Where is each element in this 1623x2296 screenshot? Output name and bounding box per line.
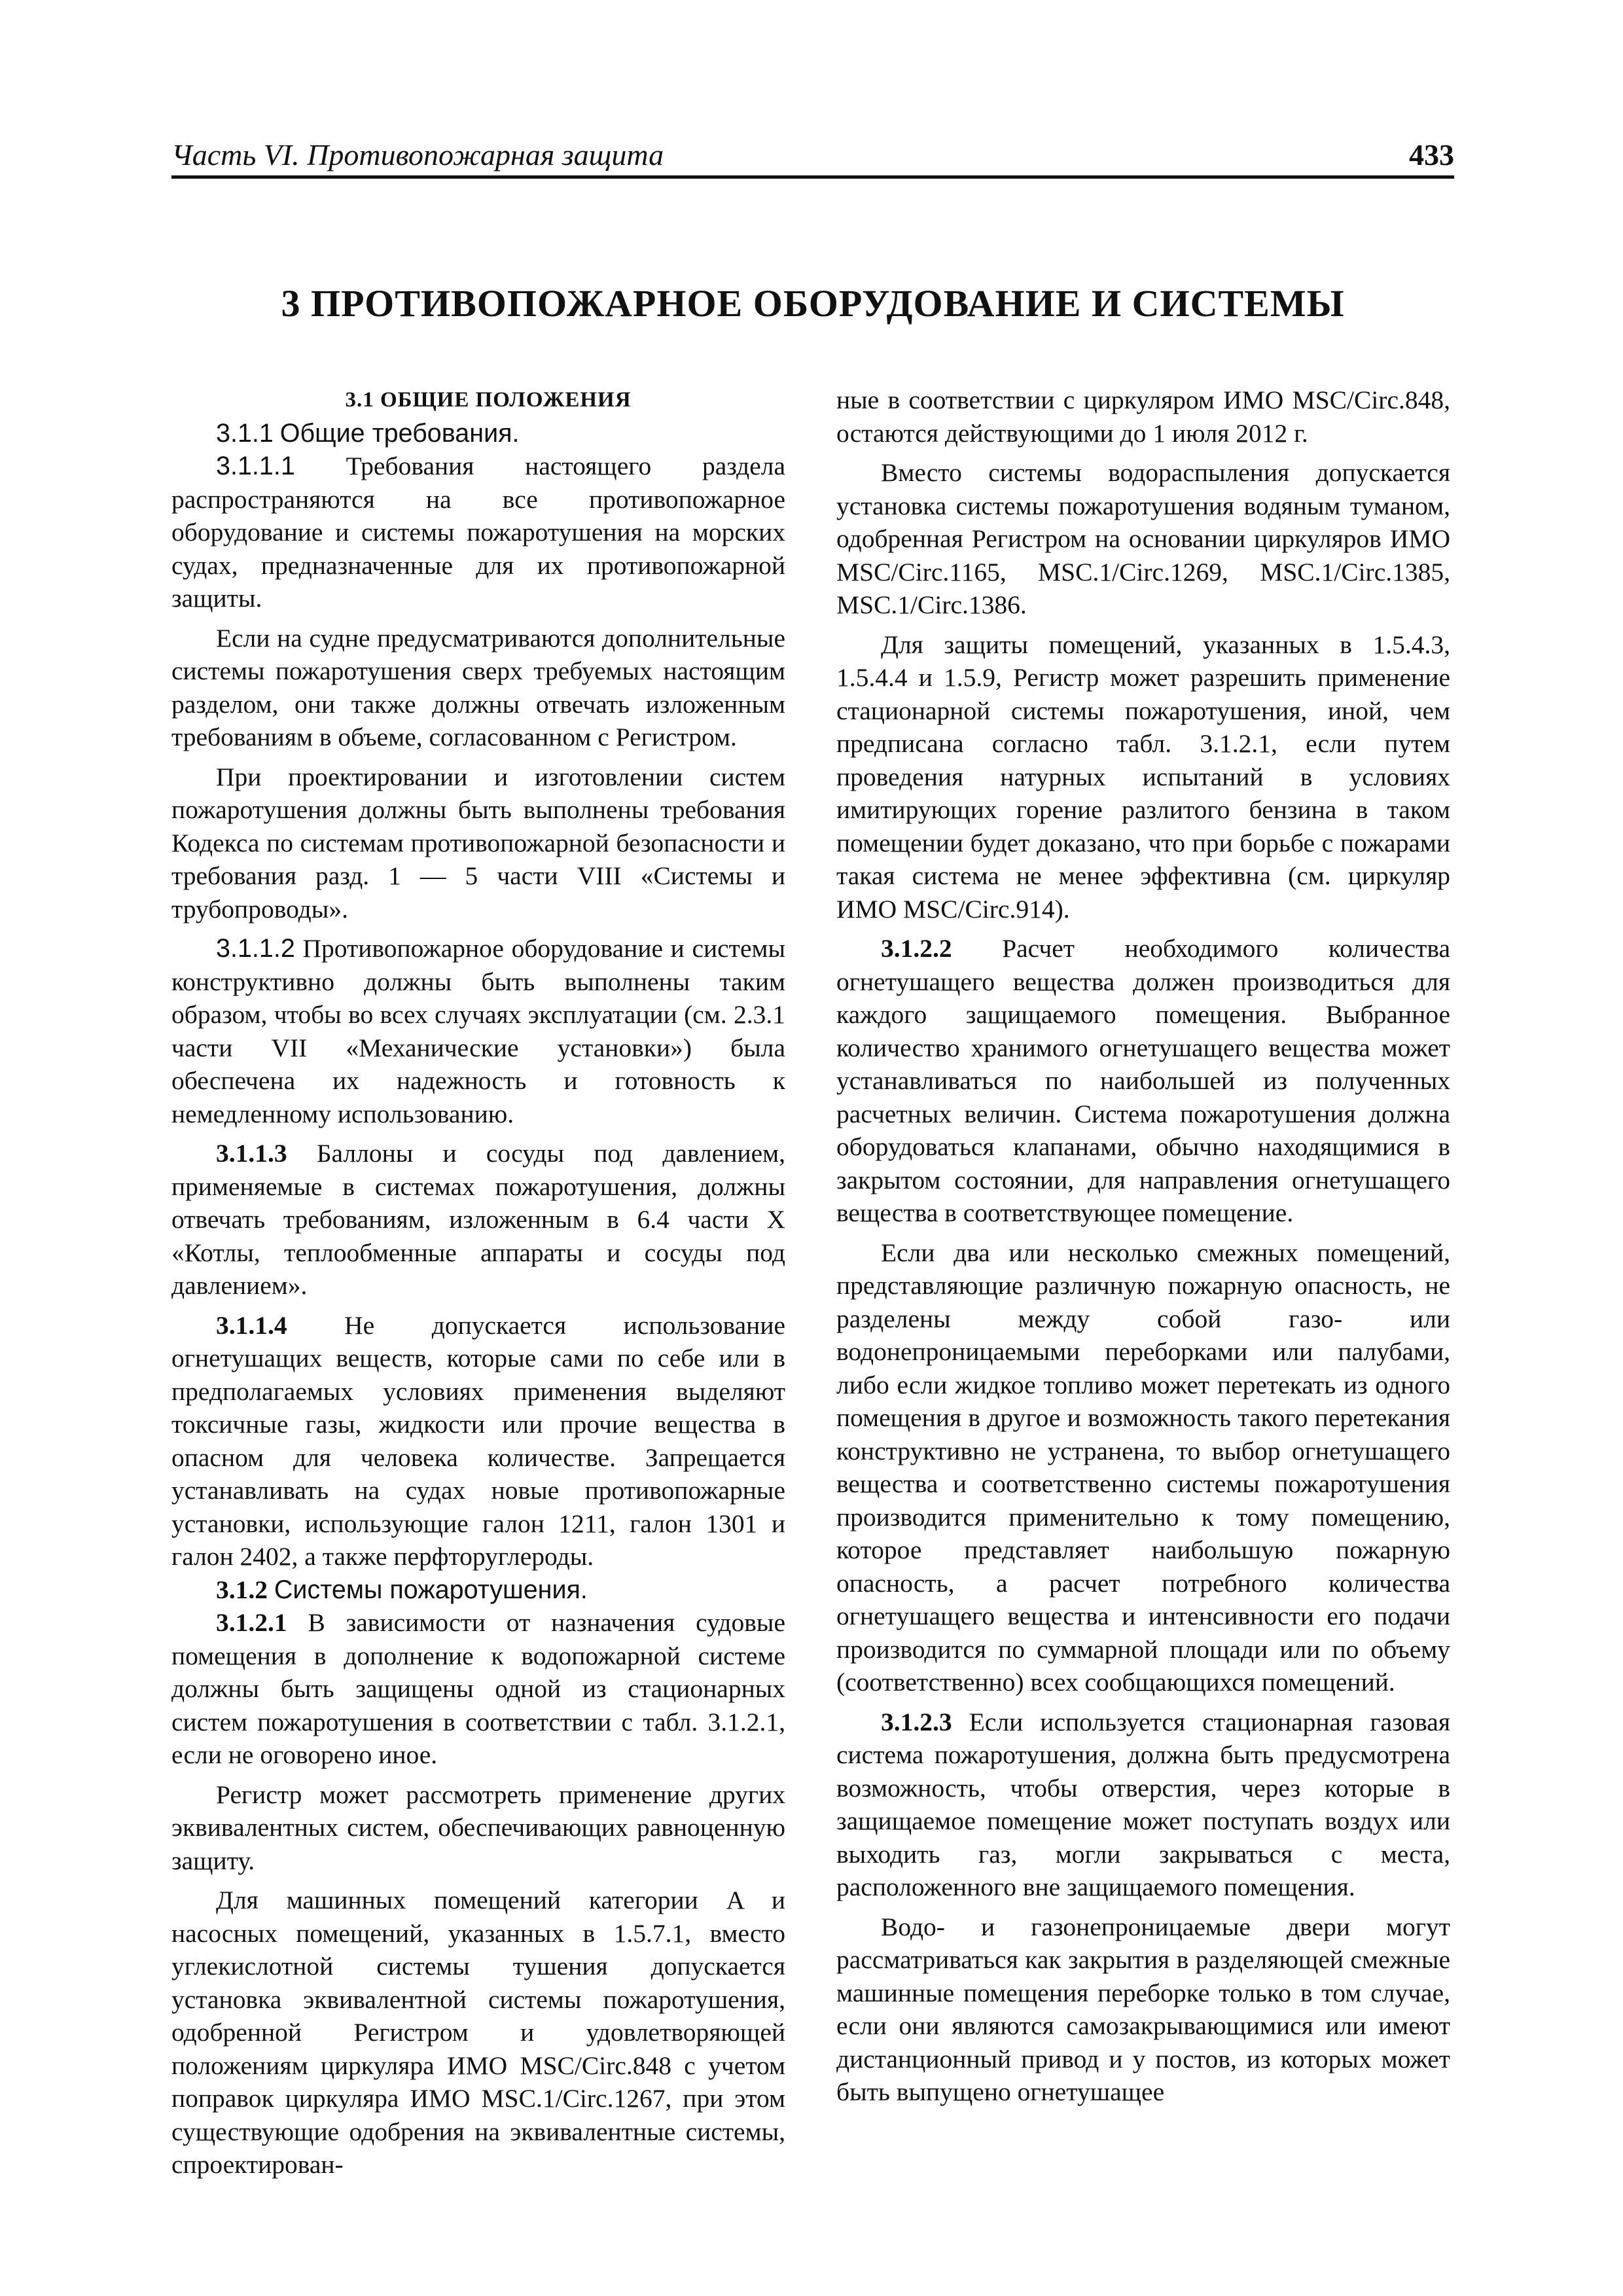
clause-text: Если используется стационарная газовая система пожаротушения, должна быть предусмотрена возможность, чтобы отверстия, через которые в защищаемое помещение может поступать воздух или выходить газ, могли закрываться с места, расположенного вне защищаемого помещения. [836,1707,1450,1901]
paragraph-water-mist: Вместо системы водораспыления допускается установка системы пожаротушения водяным туманом, одобренная Регистром на основании циркуляров ИМО MSC/Circ.1165, MSC.1/Circ.1269, MSC.1/Circ.1385, MSC.1/Circ.1386. [836,458,1450,619]
section-title: 3.1 ОБЩИЕ ПОЛОЖЕНИЯ [345,388,632,412]
clause-number: 3.1.1.3 [216,1139,287,1168]
paragraph-space-protection: Для защиты помещений, указанных в 1.5.4.3, 1.5.4.4 и 1.5.9, Регистр может разрешить применение стационарной системы пожаротушения, иной, чем предписана согласно табл. 3.1.2.1, если путем проведения натурных испытаний в условиях имитирующих горение разлитого бензина в таком помещении будет доказано, что при борьбе с пожарами такая система не менее эффективна (см. циркуляр ИМО MSC/Circ.914). [836,630,1450,924]
clause-number: 3.1.2.3 [881,1707,952,1736]
page-number: 433 [1409,138,1454,171]
clause-text: В зависимости от назначения судовые помещения в дополнение к водопожарной системе должны быть защищены одной из стационарных систем пожаротушения в соответствии с табл. 3.1.2.1, если не оговорено иное. [171,1608,785,1769]
paragraph-adjacent-spaces: Если два или несколько смежных помещений, представляющие различную пожарную опасность, не разделены между собой газо- или водонепроницаемыми переборками или палубами, либо если жидкое топливо может перетекать из одного помещения в другое и возможность такого перетекания конструктивно не устранена, то выбор огнетушащего вещества и соответственно системы пожаротушения производится применительно к тому помещению, которое представляет наибольшую пожарную опасность, а расчет потребного количества огнетушащего вещества и интенсивности его подачи производится по суммарной площади или по объему (соответственно) всех сообщающихся помещений. [836,1238,1450,1696]
left-column [171,384,785,2181]
clause-3-1-2-1 [171,1606,785,1772]
subsection-heading-text: Системы пожаротушения. [274,1575,588,1604]
chapter-title: 3 ПРОТИВОПОЖАРНОЕ ОБОРУДОВАНИЕ И СИСТЕМЫ [281,282,1345,325]
running-title: Часть VI. Противопожарная защита [171,138,664,171]
clause-3-1-1-4 [171,1309,785,1573]
paragraph-additional-systems: Если на судне предусматриваются дополнительные системы пожаротушения сверх требуемых настоящим разделом, они также должны отвечать изложенным требованиям в объеме, согласованном с Регистром. [171,623,785,751]
clause-text: Требования настоящего раздела распространяются на все противопожарное оборудование и системы пожаротушения на морских судах, предназначенные для их противопожарной защиты. [171,452,786,613]
clause-number: 3.1.1.1 [216,452,295,480]
paragraph-machinery-spaces: Для машинных помещений категории A и насосных помещений, указанных в 1.5.7.1, вместо углекислотной системы тушения допускается установка эквивалентной системы пожаротушения, одобренной Регистром и удовлетворяющей положениям циркуляра ИМО MSC/Circ.848 с учетом поправок циркуляра ИМО MSC.1/Circ.1267, при этом существующие одобрения на эквивалентные системы, спроектирован- [171,1886,785,2179]
paragraph-doors: Водо- и газонепроницаемые двери могут рассматриваться как закрытия в разделяющей смежные машинные помещения переборке только в том случае, если они являются самозакрывающимися или имеют дистанционный привод и у постов, из которых может быть выпущено огнетушащее [836,1912,1450,2106]
clause-3-1-2-2 [836,932,1450,1230]
clause-text: Расчет необходимого количества огнетушащего вещества должен производиться для каждого защищаемого помещения. Выбранное количество хранимого огнетушащего вещества может устанавливаться по наибольшей из полученных расчетных величин. Система пожаротушения должна оборудоваться клапанами, обычно находящимися в закрытом состоянии, для направления огнетушащего вещества в соответствующее помещение. [836,934,1450,1227]
subsection-heading-text: Общие требования. [279,418,520,448]
clause-3-1-2-3 [836,1706,1450,1904]
header-rule [171,175,1454,179]
clause-3-1-1-3 [171,1137,785,1302]
clause-text: Противопожарное оборудование и системы конструктивно должны быть выполнены таким образом, чтобы во всех случаях эксплуатации (см. 2.3.1 части VII «Механические установки») была обеспечена их надежность и готовность к немедленному использованию. [171,934,786,1128]
right-column [836,384,1450,2109]
clause-3-1-1-2 [171,932,785,1130]
clause-number: 3.1.2 [216,1575,268,1604]
clause-number: 3.1.2.1 [216,1608,287,1637]
subsection-heading-3-1-1 [171,417,785,450]
paragraph-continuation: ные в соответствии с циркуляром ИМО MSC/Circ.848, остаются действующими до 1 июля 2012 г. [836,386,1450,448]
paragraph-design-requirements: При проектировании и изготовлении систем пожаротушения должны быть выполнены требования Кодекса по системам противопожарной безопасности и требования разд. 1 — 5 части VIII «Системы и трубопроводы». [171,762,785,924]
clause-number: 3.1.1.4 [216,1310,287,1340]
paragraph-equivalent-systems: Регистр может рассмотреть применение других эквивалентных систем, обеспечивающих равноценную защиту. [171,1780,785,1875]
subsection-heading-3-1-2 [171,1573,785,1607]
clause-number: 3.1.1.2 [216,934,295,963]
clause-number: 3.1.2.2 [881,934,952,963]
clause-text: Баллоны и сосуды под давлением, применяемые в системах пожаротушения, должны отвечать требованиям, изложенным в 6.4 части X «Котлы, теплообменные аппараты и сосуды под давлением». [171,1139,786,1300]
clause-number: 3.1.1 [216,418,274,448]
clause-3-1-1-1 [171,450,785,615]
clause-text: Не допускается использование огнетушащих веществ, которые сами по себе или в предполагаемых условиях применения выделяют токсичные газы, жидкости или прочие вещества в опасном для человека количестве. Запрещается устанавливать на судах новые противопожарные установки, использующие галон 1211, галон 1301 и галон 2402, а также перфторуглероды. [171,1310,785,1571]
